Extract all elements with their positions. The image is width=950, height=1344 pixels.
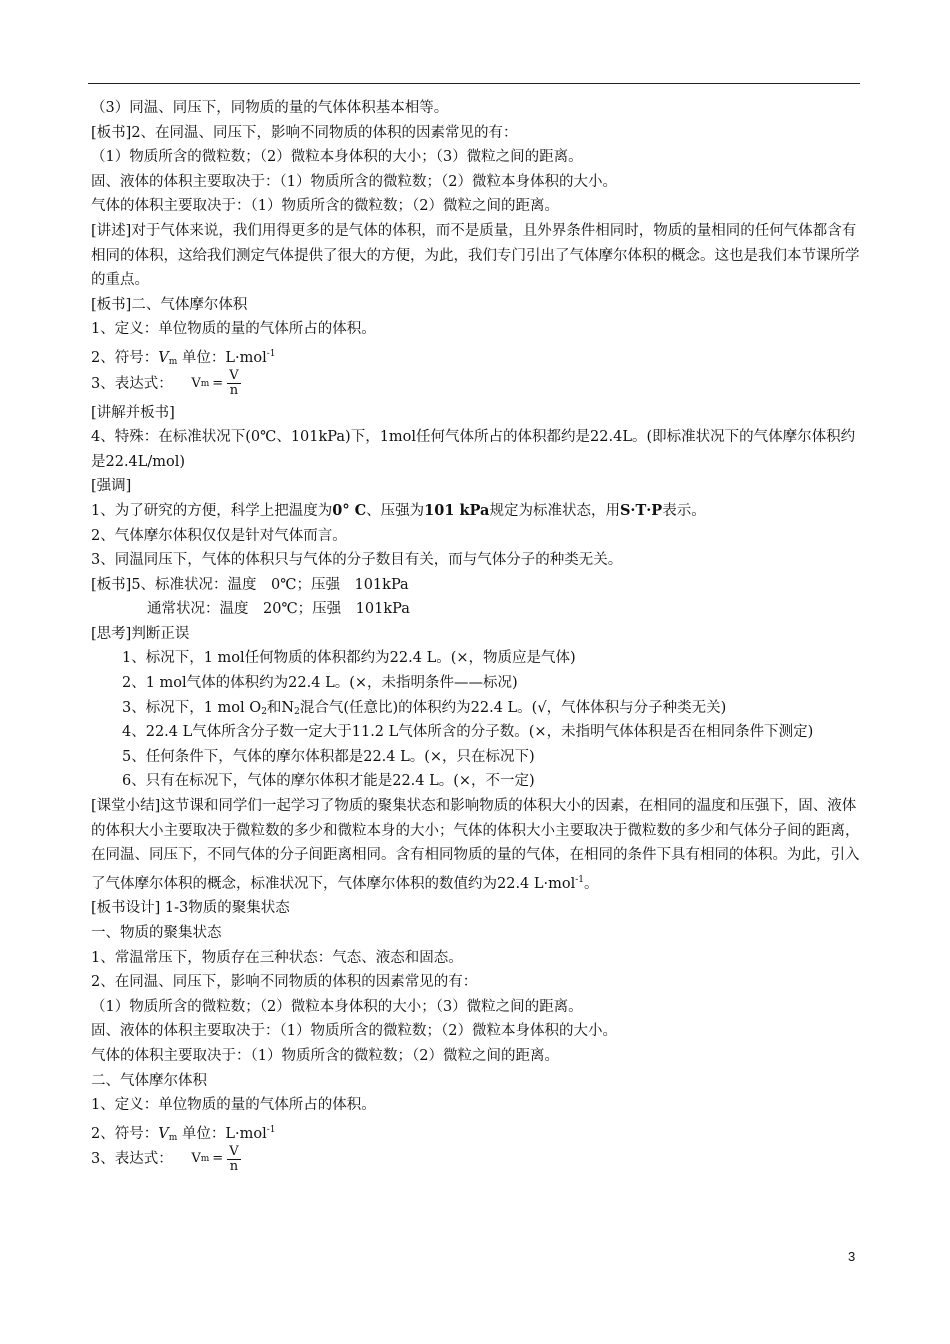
- think-text: 3、标况下，1 mol O: [122, 699, 262, 716]
- formula-denominator: n: [229, 1158, 239, 1174]
- text-line: 通常状况：温度 20℃；压强 101kPa: [147, 601, 410, 618]
- formula-denominator: n: [229, 383, 239, 399]
- emphasis-line: [91, 499, 863, 524]
- text-line: [板书]5、标准状况：温度 0℃；压强 101kPa: [91, 576, 409, 593]
- special-paragraph: 4、特殊：在标准状况下(0℃、101kPa)下，1mol任何气体所占的体积都约是22.4L。(即标准状况下的气体摩尔体积约是22.4L/mol): [91, 429, 856, 470]
- document-body: [91, 96, 863, 1176]
- text-line: 一、物质的聚集状态: [91, 925, 222, 941]
- think-sub: 2: [294, 706, 300, 717]
- lecture-paragraph: [讲述]对于气体来说，我们用得更多的是气体的体积，而不是质量，且外界条件相同时，物质的量相同的任何气体都含有相同的体积，这给我们测定气体提供了很大的方便，为此，我们专门引出了气体摩尔体积的概念。这也是我们本节课所学的重点。: [91, 222, 860, 289]
- symbol-sub: m: [168, 356, 178, 367]
- emphasis-text: 、压强为: [366, 502, 425, 519]
- text-line: 二、气体摩尔体积: [91, 1072, 207, 1089]
- summary-sup: -1: [575, 874, 585, 885]
- symbol-prefix: 2、符号：: [91, 349, 159, 366]
- formula-lhs: V: [191, 1151, 201, 1167]
- formula-lhs-sub: m: [200, 378, 210, 389]
- formula-eq: =: [212, 1151, 224, 1167]
- emphasis-pressure: 101 kPa: [424, 501, 490, 519]
- formula-fraction: [227, 369, 240, 398]
- formula-prefix: 3、表达式：: [91, 375, 173, 392]
- think-item: 6、只有在标况下，气体的摩尔体积才能是22.4 L。(×，不一定): [122, 773, 535, 790]
- page-number: 3: [848, 1249, 856, 1264]
- emphasis-text: 表示。: [662, 502, 706, 519]
- formula-prefix: 3、表达式：: [91, 1151, 173, 1168]
- think-item: 4、22.4 L气体所含分子数一定大于11.2 L气体所含的分子数。(×，未指明气体体积是否在相同条件下测定): [122, 724, 814, 741]
- text-line: [强调]: [91, 478, 132, 495]
- header-rule: [88, 83, 860, 84]
- text-line: 气体的体积主要取决于：（1）物质所含的微粒数；（2）微粒之间的距离。: [91, 198, 559, 215]
- formula-lhs: V: [191, 375, 201, 391]
- formula-fraction: [227, 1145, 240, 1174]
- think-text: 混合气(任意比)的体积约为22.4 L。(√，气体体积与分子种类无关): [299, 699, 727, 716]
- symbol-v: V: [158, 349, 169, 366]
- text-line: （1）物质所含的微粒数；（2）微粒本身体积的大小；（3）微粒之间的距离。: [91, 998, 583, 1015]
- unit-text: 单位：L·mol: [177, 1125, 267, 1142]
- think-item: [91, 696, 863, 721]
- text-line: （1）物质所含的微粒数；（2）微粒本身体积的大小；（3）微粒之间的距离。: [91, 149, 583, 166]
- text-line: 2、气体摩尔体积仅仅是针对气体而言。: [91, 527, 347, 544]
- emphasis-stp: S·T·P: [619, 501, 663, 519]
- text-line: 2、在同温、同压下，影响不同物质的体积的因素常见的有：: [91, 974, 478, 991]
- formula-lhs-sub: m: [200, 1154, 210, 1165]
- text-line: [板书设计] 1-3物质的聚集状态: [91, 900, 290, 917]
- think-sub: 2: [261, 706, 267, 717]
- text-line: 3、同温同压下，气体的体积只与气体的分子数目有关，而与气体分子的种类无关。: [91, 552, 623, 569]
- emphasis-text: 1、为了研究的方便，科学上把温度为: [91, 502, 333, 519]
- symbol-prefix: 2、符号：: [91, 1125, 159, 1142]
- emphasis-temp: 0° C: [332, 501, 367, 519]
- formula-line: [91, 1142, 863, 1176]
- text-line: 固、液体的体积主要取决于：（1）物质所含的微粒数；（2）微粒本身体积的大小。: [91, 173, 617, 190]
- text-line: 固、液体的体积主要取决于：（1）物质所含的微粒数；（2）微粒本身体积的大小。: [91, 1023, 617, 1040]
- unit-sup: -1: [266, 1124, 276, 1135]
- think-item: 1、标况下，1 mol任何物质的体积都约为22.4 L。(×，物质应是气体): [122, 650, 576, 667]
- unit-sup: -1: [266, 348, 276, 359]
- text-line: [板书]2、在同温、同压下，影响不同物质的体积的因素常见的有：: [91, 124, 518, 141]
- unit-text: 单位：L·mol: [177, 349, 267, 366]
- emphasis-text: 规定为标准状态，用: [489, 502, 620, 519]
- summary-text: [课堂小结]这节课和同学们一起学习了物质的聚集状态和影响物质的体积大小的因素，在相同的温度和压强下，固、液体的体积大小主要取决于微粒数的多少和微粒本身的大小；气体的体积大小主要取决于微粒数的多少和气体分子间的距离，在同温、同压下，不同气体的分子间距离相同。含有相同物质的量的气体，在相同的条件下具有相同的体积。为此，引入了气体摩尔体积的概念，标准状况下，气体摩尔体积的数值约为22.4 L·mol: [91, 798, 860, 892]
- symbol-v: V: [158, 1125, 169, 1142]
- symbol-line: [91, 1118, 863, 1143]
- think-item: 2、1 mol气体的体积约为22.4 L。(×，未指明条件——标况): [122, 675, 518, 692]
- molar-volume-formula: [191, 367, 240, 401]
- text-line: 1、定义：单位物质的量的气体所占的体积。: [91, 321, 376, 338]
- summary-end: 。: [584, 875, 599, 892]
- symbol-sub: m: [168, 1132, 178, 1143]
- formula-numerator: V: [229, 1143, 239, 1159]
- formula-eq: =: [212, 375, 224, 391]
- text-line: 1、定义：单位物质的量的气体所占的体积。: [91, 1097, 376, 1114]
- text-line: [板书]二、气体摩尔体积: [91, 296, 248, 313]
- formula-numerator: V: [229, 368, 239, 384]
- formula-line: [91, 367, 863, 401]
- text-line: 气体的体积主要取决于：（1）物质所含的微粒数；（2）微粒之间的距离。: [91, 1047, 559, 1064]
- think-item: 5、任何条件下，气体的摩尔体积都是22.4 L。(×，只在标况下): [122, 748, 535, 765]
- think-text: 和N: [266, 699, 295, 716]
- symbol-line: [91, 342, 863, 367]
- think-title: [思考]判断正误: [91, 625, 190, 642]
- molar-volume-formula: [191, 1142, 240, 1176]
- summary-paragraph: [91, 794, 863, 896]
- text-line: （3）同温、同压下，同物质的量的气体体积基本相等。: [91, 100, 449, 116]
- text-line: 1、常温常压下，物质存在三种状态：气态、液态和固态。: [91, 949, 463, 966]
- text-line: [讲解并板书]: [91, 404, 175, 421]
